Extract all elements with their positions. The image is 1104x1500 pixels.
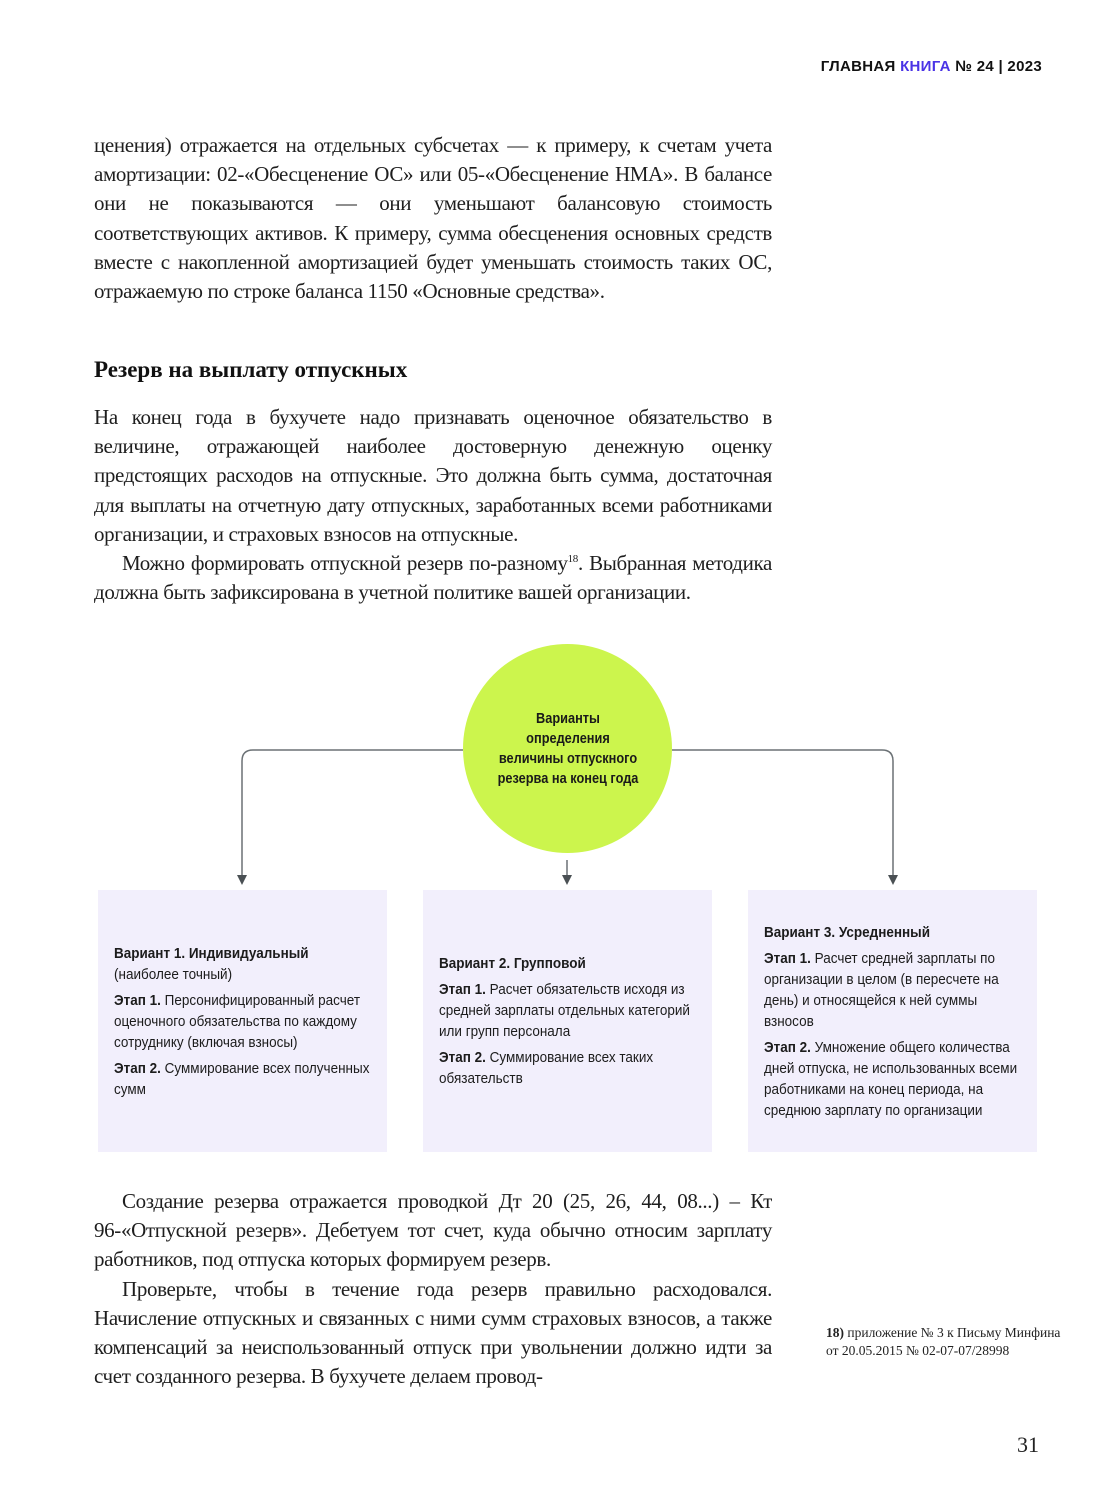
variant-1-step-1: Этап 1. Персонифицированный расчет оценочного обязательства по каждому сотруднику (включая взносы) (114, 991, 361, 1051)
footnote (826, 1324, 1066, 1360)
variant-2-step-2: Этап 2. Суммирование всех таких обязательств (439, 1049, 654, 1087)
variant-3-step-2: Этап 2. Умножение общего количества дней отпуска, не использованных всеми работниками на конец периода, на среднюю зарплату по организации (764, 1038, 1018, 1119)
connector-right (672, 750, 893, 880)
variant-card-2 (423, 890, 712, 1152)
variant-2-title: Вариант 2. Групповой (439, 955, 586, 972)
closing-body (94, 1187, 772, 1391)
brand-main: ГЛАВНАЯ (820, 58, 896, 75)
connector-left (242, 750, 463, 880)
diagram-center-label: Варианты определения величины отпускного резерва на конец года (497, 710, 638, 787)
brand-accent: КНИГА (900, 58, 951, 75)
section-paragraph-2: Можно формировать отпускной резерв по-разному$^{18}$. Выбранная методика должна быть зафиксирована в учетной политике вашей организации. (94, 551, 772, 605)
variant-2-step-1: Этап 1. Расчет обязательств исходя из средней зарплаты отдельных категорий или групп персонала (439, 981, 690, 1040)
section-heading: Резерв на выплату отпускных (94, 357, 408, 382)
intro-paragraph: ценения) отражается на отдельных субсчетах — к примеру, к счетам учета амортизации: 02-«Обесценение ОС» или 05-«Обесценение НМА». В балансе они не показываются — они уменьшают балансовую стоимость соответствующих активов. К примеру, сумма обесценения основных средств вместе с накопленной амортизацией будет уменьшать стоимость таких ОС, отражаемую по строке баланса 1150 «Основные средства». (94, 133, 772, 304)
diagram-center-node (463, 644, 672, 853)
variant-1-title: Вариант 1. Индивидуальный (114, 944, 309, 962)
variant-1-step-2: Этап 2. Суммирование всех полученных сумм (114, 1059, 370, 1098)
section-paragraph-1: На конец года в бухучете надо признавать оценочное обязательство в величине, отражающей наиболее достоверную денежную оценку предстоящих расходов на отпускные. Это должна быть сумма, достаточная для выплаты на отчетную дату отпускных, заработанных всеми работниками организации, и страховых взносов на отпускные. (94, 405, 772, 546)
footnote-text: приложение № 3 к Письму Минфина от 20.05.2015 № 02-07-07/28998 (826, 1325, 1061, 1358)
variant-3-step-1: Этап 1. Расчет средней зарплаты по организации в целом (в пересчете на день) и относящейся к ней суммы взносов (764, 949, 999, 1030)
closing-paragraph-2: Проверьте, чтобы в течение года резерв правильно расходовался. Начисление отпускных и связанных с ними сумм страховых взносов, а также компенсаций за неиспользованный отпуск при увольнении должно идти за счет созданного резерва. В бухучете делаем провод- (94, 1276, 772, 1389)
footnote-number: 18) (826, 1325, 844, 1340)
variant-3-title: Вариант 3. Усредненный (764, 923, 931, 941)
issue-number: № 24 | 2023 (955, 58, 1042, 75)
closing-paragraph-1: Создание резерва отражается проводкой Дт 20 (25, 26, 44, 08...) – Кт 96-«Отпускной резерв». Дебетуем тот счет, куда обычно относим зарплату работников, под отпуска которых формируем резерв. (94, 1189, 772, 1272)
footnote-reference[interactable]: 18 (567, 553, 578, 566)
page-number: 31 (1017, 1432, 1039, 1457)
variant-card-3 (748, 890, 1037, 1152)
variant-1-subtitle: (наиболее точный) (114, 965, 233, 983)
variant-card-1 (98, 890, 387, 1152)
